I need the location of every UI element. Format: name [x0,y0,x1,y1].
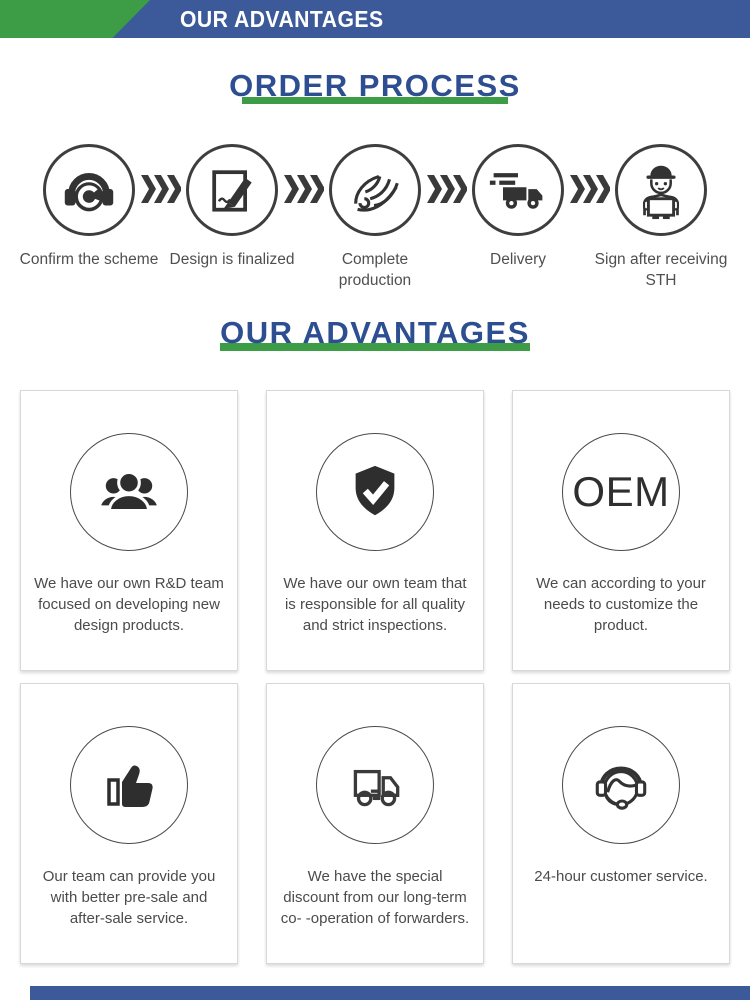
process-step [304,144,447,291]
order-process-title: ORDER PROCESS [229,68,521,103]
advantage-card [512,683,730,964]
courier-sign-icon [630,159,692,221]
process-step [447,144,590,291]
step-label: Design is finalized [169,251,295,268]
card-text: Our team can provide you with better pre-sale and after-sale service. [42,868,216,927]
oem-badge: OEM [572,468,670,515]
card-text: We have our own team that is responsible for all quality and strict inspections. [283,575,467,634]
advantage-card [266,683,484,964]
thumbs-up-icon [97,753,161,817]
card-text: We have our own R&D team focused on developing new design products. [34,575,224,634]
process-step [18,144,161,291]
advantage-card [20,683,238,964]
truck-outline-icon [342,752,408,818]
design-document-icon [202,160,262,220]
fabric-roll-icon [344,159,406,221]
fast-truck-icon [488,160,548,220]
advantages-title-block [0,316,750,350]
process-step [590,144,733,291]
advantage-card [20,390,238,671]
step-label: Delivery [490,251,546,268]
order-process-row [0,144,750,294]
card-circle [562,433,680,551]
card-circle [562,726,680,844]
card-circle [70,433,188,551]
advantages-grid [20,390,730,964]
card-text: We have the special discount from our long-term co- -operation of forwarders. [280,868,470,927]
chevron-arrows-icon [284,175,324,203]
card-circle [70,726,188,844]
chevron-arrows-icon [141,175,181,203]
shield-check-icon [344,461,406,523]
step-circle [43,144,135,236]
team-icon [96,459,162,525]
step-circle [186,144,278,236]
chevron-arrows-icon [570,175,610,203]
headset-icon [58,159,120,221]
card-text: 24-hour customer service. [534,868,708,885]
advantage-card [266,390,484,671]
chevron-arrows-icon [427,175,467,203]
section-banner [0,0,750,38]
step-circle [472,144,564,236]
next-section-banner [30,986,750,1000]
step-circle [615,144,707,236]
process-step [161,144,304,291]
banner-green-shape [0,0,150,38]
card-circle [316,433,434,551]
banner-title: OUR ADVANTAGES [180,6,384,32]
step-label: Confirm the scheme [19,251,159,268]
order-process-title-block [0,69,750,103]
card-text: We can according to your needs to customize the product. [536,575,706,634]
advantage-card [512,390,730,671]
headset-agent-icon [588,752,654,818]
step-label: Sign after receiving STH [594,251,728,289]
step-circle [329,144,421,236]
advantages-title: OUR ADVANTAGES [220,315,530,350]
step-label: Complete production [338,251,412,289]
card-circle [316,726,434,844]
